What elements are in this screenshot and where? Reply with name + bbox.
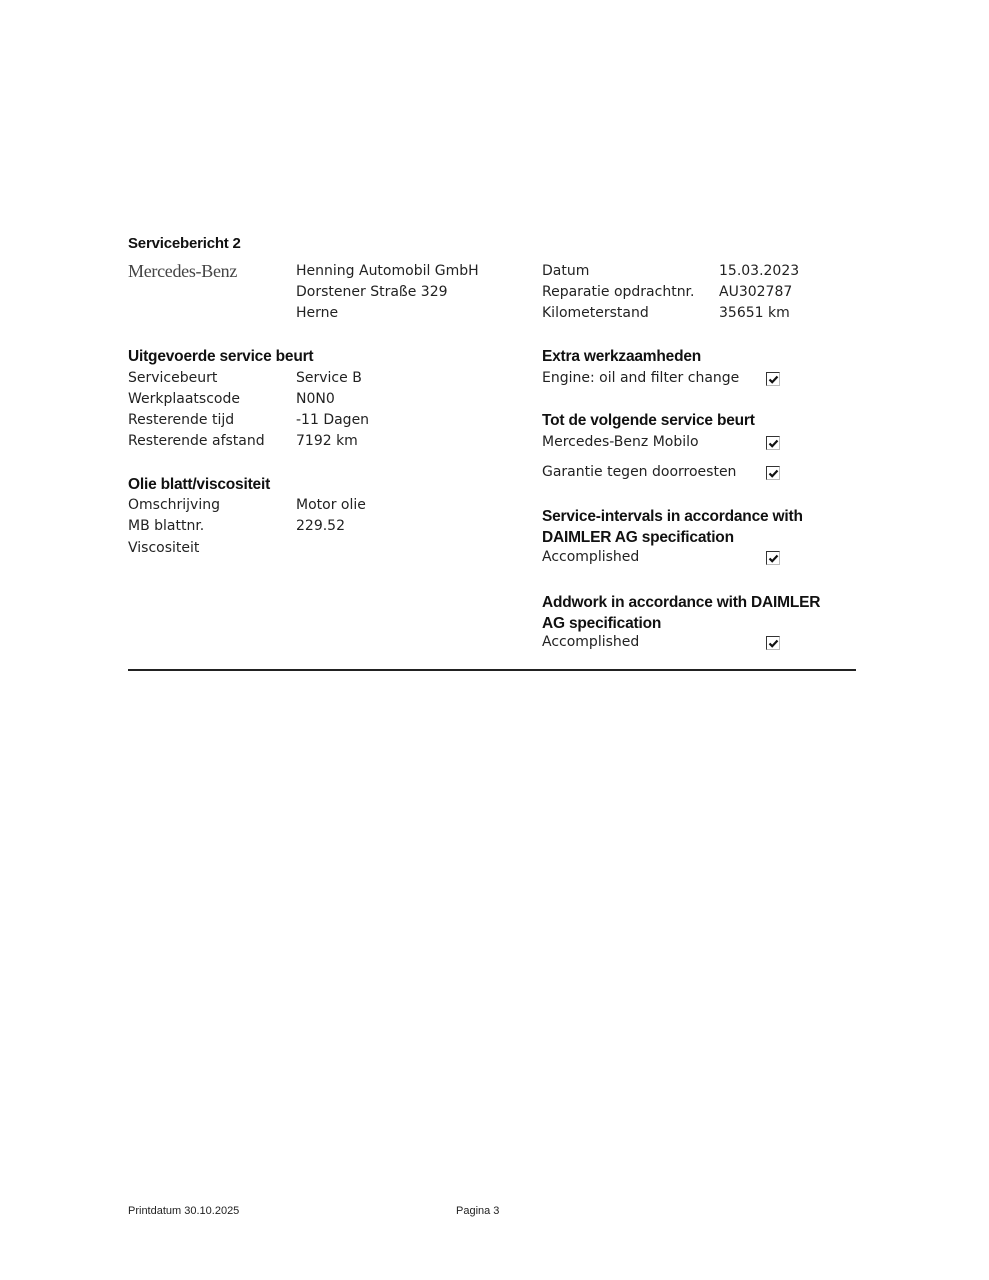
next-service-item-rust: Garantie tegen doorroesten: [542, 464, 737, 480]
service-intervals-heading: Service-intervals in accordance with DAIMLER AG specification: [542, 508, 803, 546]
checkbox-checked-icon: [766, 466, 780, 480]
dealer-city: Herne: [296, 305, 339, 321]
service-value-distance: 7192 km: [296, 433, 358, 449]
service-value-code: N0N0: [296, 391, 335, 407]
extra-work-item-label: Engine: oil and filter change: [542, 370, 740, 386]
footer-print-date: Printdatum 30.10.2025: [128, 1205, 240, 1217]
service-label-type: Servicebeurt: [128, 370, 218, 386]
checkbox-checked-icon: [766, 372, 780, 386]
service-value-type: Service B: [296, 370, 362, 386]
oil-value-description: Motor olie: [296, 497, 366, 513]
document-title: Servicebericht 2: [128, 235, 241, 252]
dealer-name: Henning Automobil GmbH: [296, 263, 479, 279]
meta-value-mileage: 35651 km: [719, 305, 790, 321]
meta-label-mileage: Kilometerstand: [542, 305, 649, 321]
section-divider: [128, 669, 856, 671]
service-heading: Uitgevoerde service beurt: [128, 348, 314, 365]
meta-value-date: 15.03.2023: [719, 263, 800, 279]
dealer-street: Dorstener Straße 329: [296, 284, 448, 300]
addwork-item: Accomplished: [542, 634, 640, 650]
oil-value-spec: 229.52: [296, 518, 345, 534]
service-label-time: Resterende tijd: [128, 412, 235, 428]
meta-value-order: AU302787: [719, 284, 793, 300]
checkbox-checked-icon: [766, 436, 780, 450]
extra-work-heading: Extra werkzaamheden: [542, 348, 702, 365]
next-service-heading: Tot de volgende service beurt: [542, 412, 755, 429]
oil-heading: Olie blatt/viscositeit: [128, 476, 271, 493]
oil-label-viscosity: Viscositeit: [128, 540, 200, 556]
addwork-heading: Addwork in accordance with DAIMLER AG specification: [542, 594, 821, 632]
next-service-item-mobilo: Mercedes-Benz Mobilo: [542, 434, 699, 450]
service-intervals-item: Accomplished: [542, 549, 640, 565]
brand-logo-text: Mercedes-Benz: [128, 261, 238, 281]
oil-label-spec: MB blattnr.: [128, 518, 205, 534]
service-label-code: Werkplaatscode: [128, 391, 240, 407]
service-label-distance: Resterende afstand: [128, 433, 265, 449]
checkbox-checked-icon: [766, 551, 780, 565]
oil-label-description: Omschrijving: [128, 497, 220, 513]
meta-label-date: Datum: [542, 263, 590, 279]
footer-page-number: Pagina 3: [456, 1205, 500, 1217]
service-value-time: -11 Dagen: [296, 412, 370, 428]
checkbox-checked-icon: [766, 636, 780, 650]
meta-label-order: Reparatie opdrachtnr.: [542, 284, 695, 300]
